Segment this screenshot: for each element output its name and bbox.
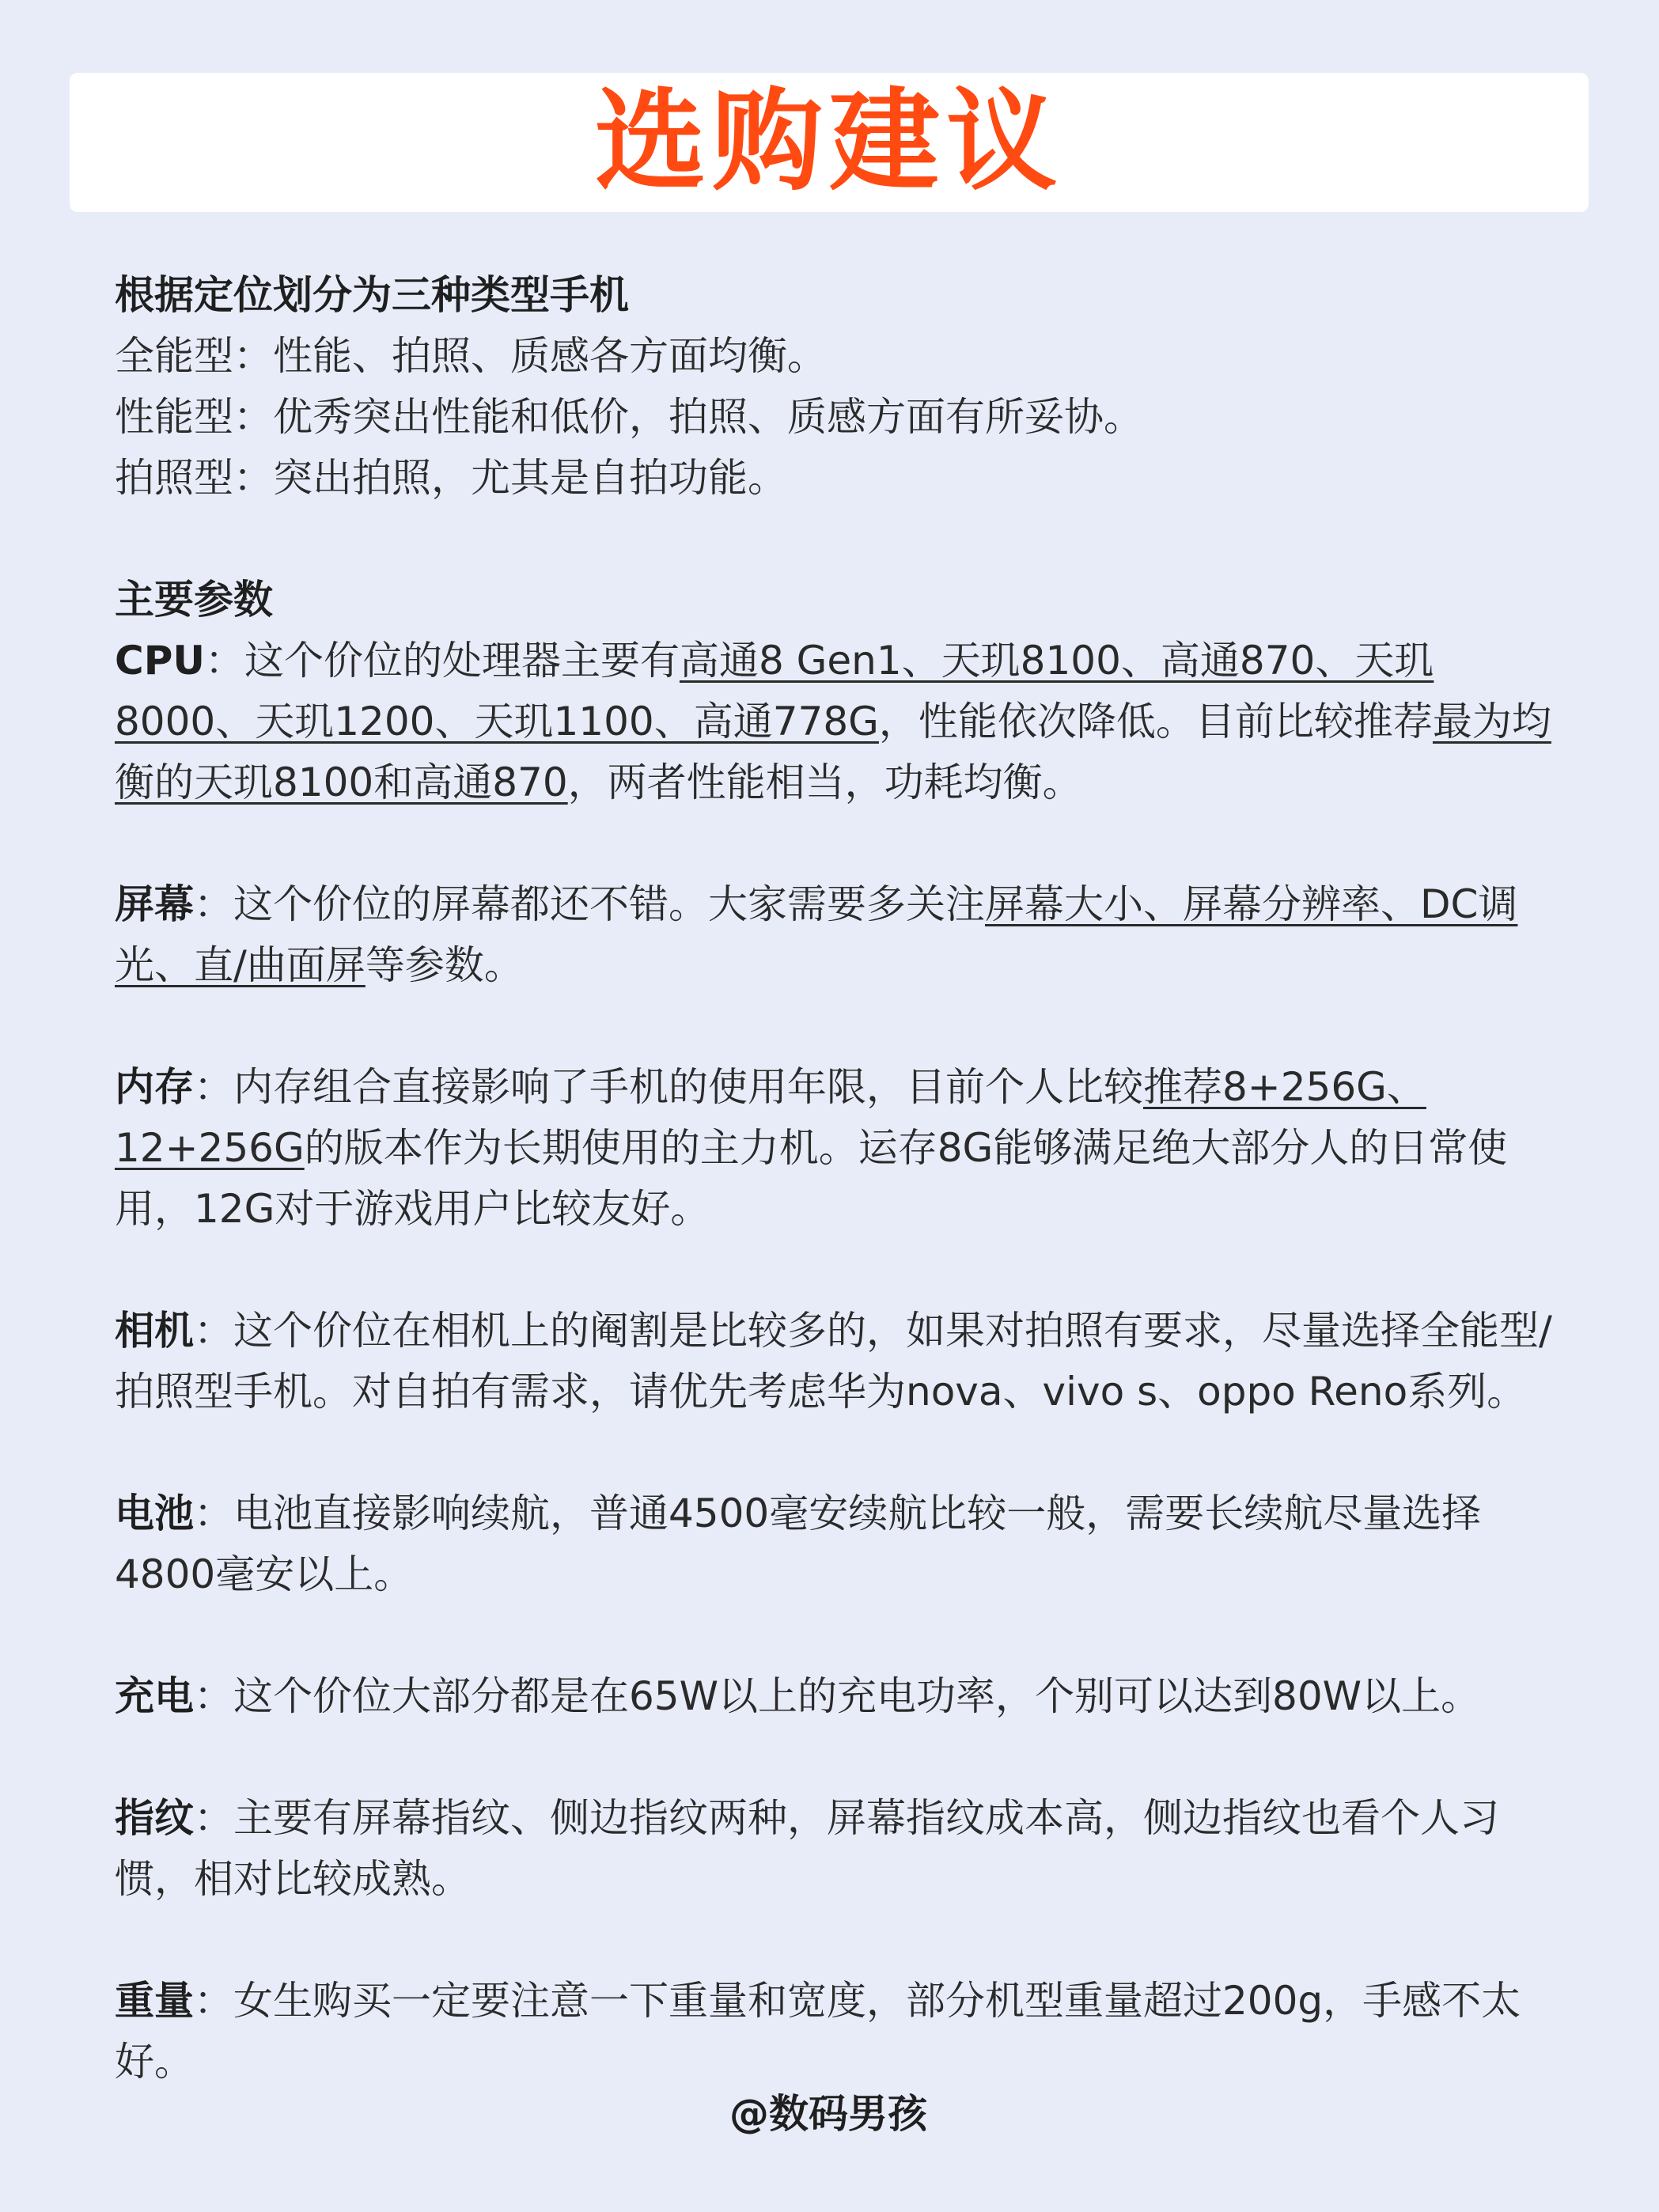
weight-label: 重量 [115,1978,194,2024]
screen-params: 屏幕大小、屏幕分辨率、DC调光、直/曲面屏 [115,881,1518,988]
memory-recommendation: 推荐8+256G、12+256G [115,1064,1426,1171]
author-signature: @数码男孩 [729,2091,927,2137]
cpu-text-1: ：这个价位的处理器主要有 [204,638,680,684]
charging-label: 充电 [115,1673,194,1719]
types-heading: 根据定位划分为三种类型手机 [115,272,629,318]
battery-text: ：电池直接影响续航，普通4500毫安续航比较一般，需要长续航尽量选择4800毫安以上。 [115,1490,1482,1597]
params-heading: 主要参数 [115,577,273,623]
types-section [115,265,1555,509]
fingerprint-section [115,1788,1555,1910]
camera-section [115,1301,1555,1422]
camera-text: ：这个价位在相机上的阉割是比较多的，如果对拍照有要求，尽量选择全能型/拍照型手机。对自拍有需求，请优先考虑华为nova、vivo s、oppo Reno系列。 [115,1308,1552,1415]
cpu-section [115,570,1555,813]
page-title: 选购建议 [594,78,1063,206]
memory-text-2: 的版本作为长期使用的主力机。运存8G能够满足绝大部分人的日常使用，12G对于游戏用户比较友好。 [115,1125,1508,1232]
weight-section [115,1971,1555,2093]
battery-label: 电池 [115,1490,194,1536]
screen-text-2: 等参数。 [365,942,524,988]
charging-text: ：这个价位大部分都是在65W以上的充电功率，个别可以达到80W以上。 [194,1673,1481,1719]
memory-section [115,1057,1555,1240]
memory-text-1: ：内存组合直接影响了手机的使用年限，目前个人比较 [194,1064,1143,1110]
cpu-recommendation: 最为均衡的天玑8100和高通870 [115,699,1551,805]
type-camera: 拍照型：突出拍照，尤其是自拍功能。 [115,455,787,501]
battery-section [115,1483,1555,1605]
weight-text: ：女生购买一定要注意一下重量和宽度，部分机型重量超过200g，手感不太好。 [115,1978,1521,2085]
cpu-text-3: ，两者性能相当，功耗均衡。 [567,759,1082,805]
article-body [115,265,1555,2093]
screen-text-1: ：这个价位的屏幕都还不错。大家需要多关注 [194,881,985,927]
memory-label: 内存 [115,1064,194,1110]
screen-label: 屏幕 [115,881,194,927]
cpu-label: CPU [115,638,205,684]
cpu-text-2: ，性能依次降低。目前比较推荐 [878,699,1433,744]
camera-label: 相机 [115,1308,194,1354]
cpu-chip-list: 高通8 Gen1、天玑8100、高通870、天玑8000、天玑1200、天玑1100、高通778G [115,638,1434,744]
fingerprint-label: 指纹 [115,1795,194,1841]
fingerprint-text: ：主要有屏幕指纹、侧边指纹两种，屏幕指纹成本高，侧边指纹也看个人习惯，相对比较成熟。 [115,1795,1499,1902]
type-all-round: 全能型：性能、拍照、质感各方面均衡。 [115,333,827,379]
type-performance: 性能型：优秀突出性能和低价，拍照、质感方面有所妥协。 [115,394,1143,440]
screen-section [115,874,1555,996]
charging-section [115,1666,1555,1727]
title-banner [70,73,1589,212]
